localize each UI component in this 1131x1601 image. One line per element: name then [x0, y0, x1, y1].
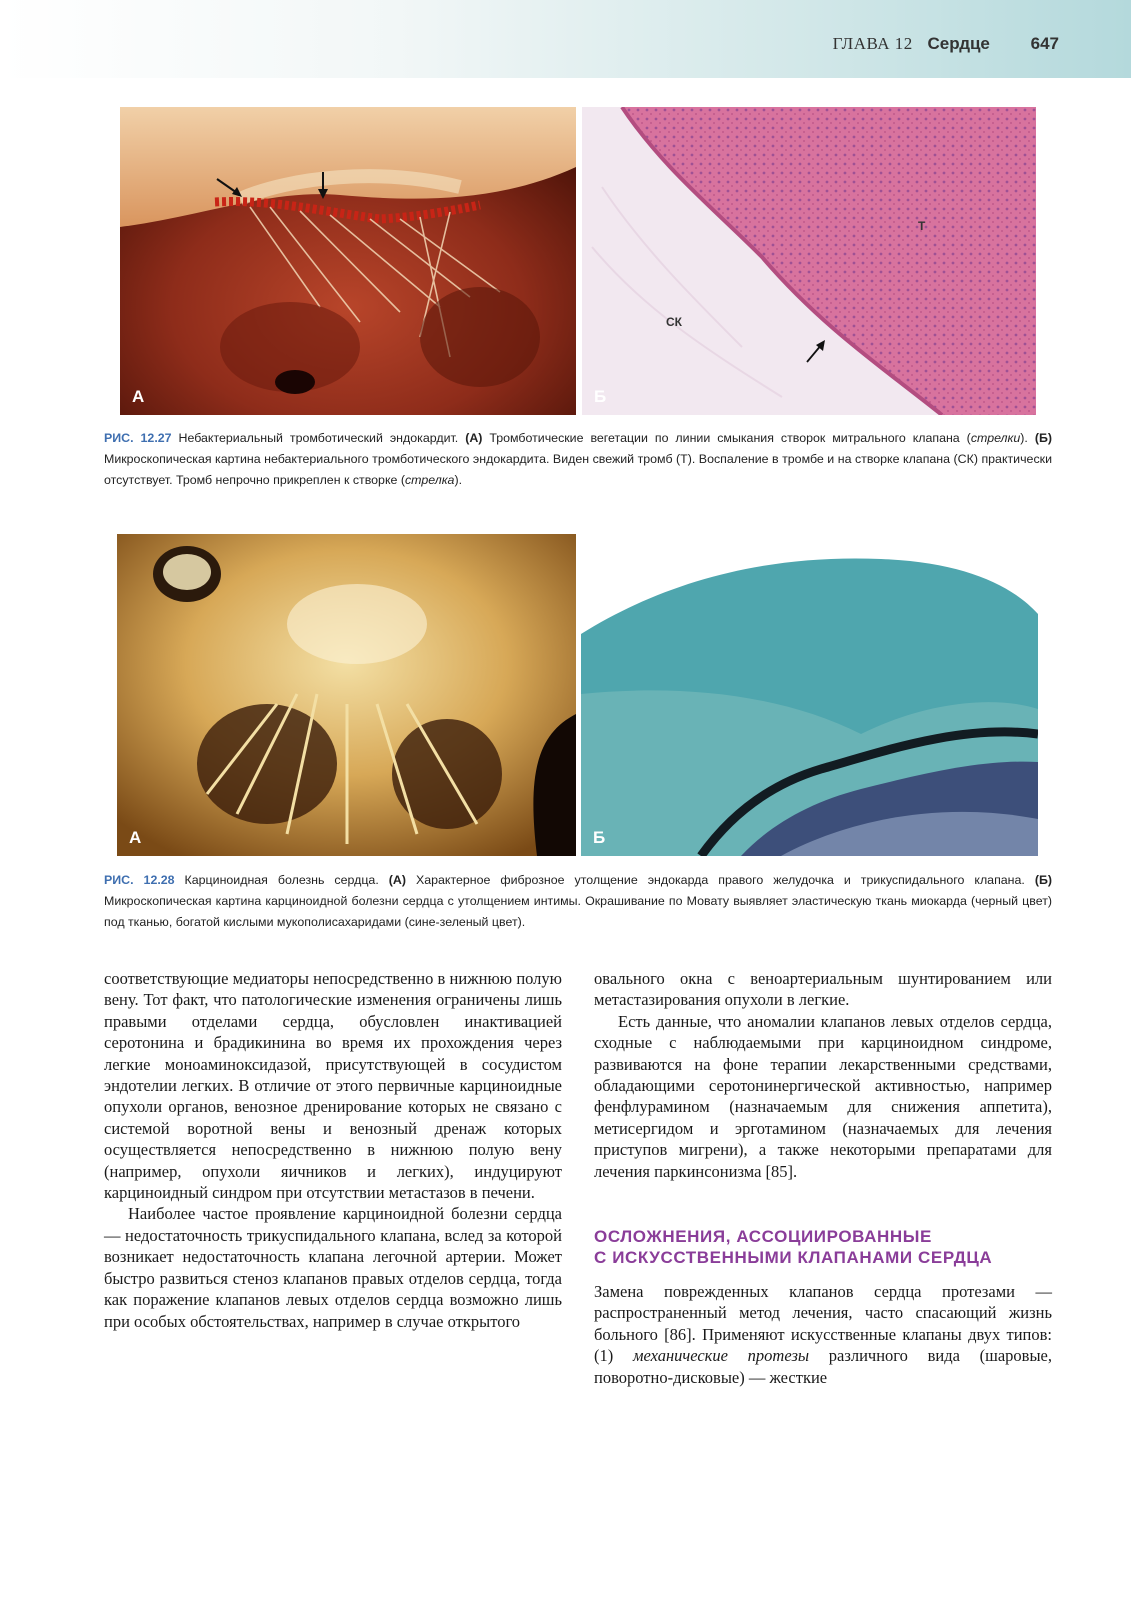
panel-label-b: Б — [593, 828, 606, 847]
paragraph: Наиболее частое проявление карциноидной болезни сердца — недостаточность трикуспидального клапана, вслед за которой возникает недостаточность клапана легочной артерии. Может быстро развиться стеноз клапанов правых отделов сердца, тогда как поражение клапанов левых отделов сердца возможно лишь при особых обстоятельствах, например в случае открытого — [104, 1204, 562, 1331]
panel-label-a: А — [129, 828, 142, 847]
panel-label-b: Б — [594, 387, 607, 406]
page-number: 647 — [1030, 34, 1059, 53]
running-head — [833, 34, 1059, 54]
figure-12-28-panel-b — [581, 534, 1038, 856]
gross-heart-photo — [120, 107, 576, 415]
paragraph: Замена поврежденных клапанов сердца протезами — распространенный метод лечения, часто спасающий жизнь больного [86]. Применяют искусственные клапаны двух типов: (1) механические протезы различного вида (шаровые, поворотно-дисковые) — жесткие — [594, 1282, 1052, 1387]
label-leaflet: СК — [666, 315, 682, 329]
movat-stain-photo — [581, 534, 1038, 856]
section-heading: ОСЛОЖНЕНИЯ, АССОЦИИРОВАННЫЕ С ИСКУССТВЕННЫМИ КЛАПАНАМИ СЕРДЦА — [594, 1227, 993, 1267]
panel-label-a: А — [132, 387, 145, 406]
histology-he-photo — [582, 107, 1036, 415]
figure-number: РИС. 12.28 — [104, 873, 175, 887]
figure-12-28-panel-a — [117, 534, 576, 856]
figure-number: РИС. 12.27 — [104, 431, 172, 445]
carcinoid-heart-photo — [117, 534, 576, 856]
paragraph: Есть данные, что аномалии клапанов левых отделов сердца, сходные с наблюдаемыми при карциноидном синдроме, развиваются на фоне терапии лекарственными средствами, обладающими серотонинергической активностью, например фенфлурамином (назначаемым для снижения аппетита), метисергидом и эрготамином (назначаемых для лечения приступов мигрени), а также некоторыми препаратами для лечения паркинсонизма [85]. — [594, 1011, 1052, 1181]
figure-12-27-caption: РИС. 12.27 Небактериальный тромботический эндокардит. (А) Тромботические вегетации по линии смыкания створок митрального клапана (стрелки). (Б) Микроскопическая картина небактериального тромботического эндокардита. Виден свежий тромб (Т). Воспаление в тромбе и на створке клапана (СК) практически отсутствует. Тромб непрочно прикреплен к створке (стрелка). — [104, 431, 1053, 487]
paragraph: овального окна с веноартериальным шунтированием или метастазирования опухоли в легкие. — [594, 969, 1052, 1010]
body-left-column — [104, 968, 562, 1332]
paragraph: соответствующие медиаторы непосредственно в нижнюю полую вену. Тот факт, что патологические изменения ограничены лишь правыми отделами сердца, обусловлен инактивацией серотонина и брадикинина во время их прохождения через легкие моноаминоксидазой, присутствующей в сосудистом эндотелии легких. В отличие от этого первичные карциноидные опухоли органов, венозное дренирование которых не связано с системой воротной вены и венозный дренаж которых осуществляется непосредственно в нижнюю полую вену (например, опухоли яичников и легких), индуцируют карциноидный синдром при отсутствии метастазов в печени. — [104, 969, 562, 1203]
body-right-column-bottom — [594, 1281, 1052, 1388]
figure-12-27-panel-b — [582, 107, 1036, 415]
label-thrombus: T — [918, 219, 926, 233]
body-right-column-top — [594, 968, 1052, 1182]
figure-12-27-panel-a — [120, 107, 576, 415]
chapter-title: Сердце — [927, 34, 990, 53]
chapter-label: ГЛАВА 12 — [832, 34, 913, 53]
figure-12-28-caption: РИС. 12.28 Карциноидная болезнь сердца. (А) Характерное фиброзное утолщение эндокарда правого желудочка и трикуспидального клапана. (Б) Микроскопическая картина карциноидной болезни сердца с утолщением интимы. Окрашивание по Мовату выявляет эластическую ткань миокарда (черный цвет) под тканью, богатой кислыми мукополисахаридами (сине-зеленый цвет). — [104, 873, 1053, 929]
